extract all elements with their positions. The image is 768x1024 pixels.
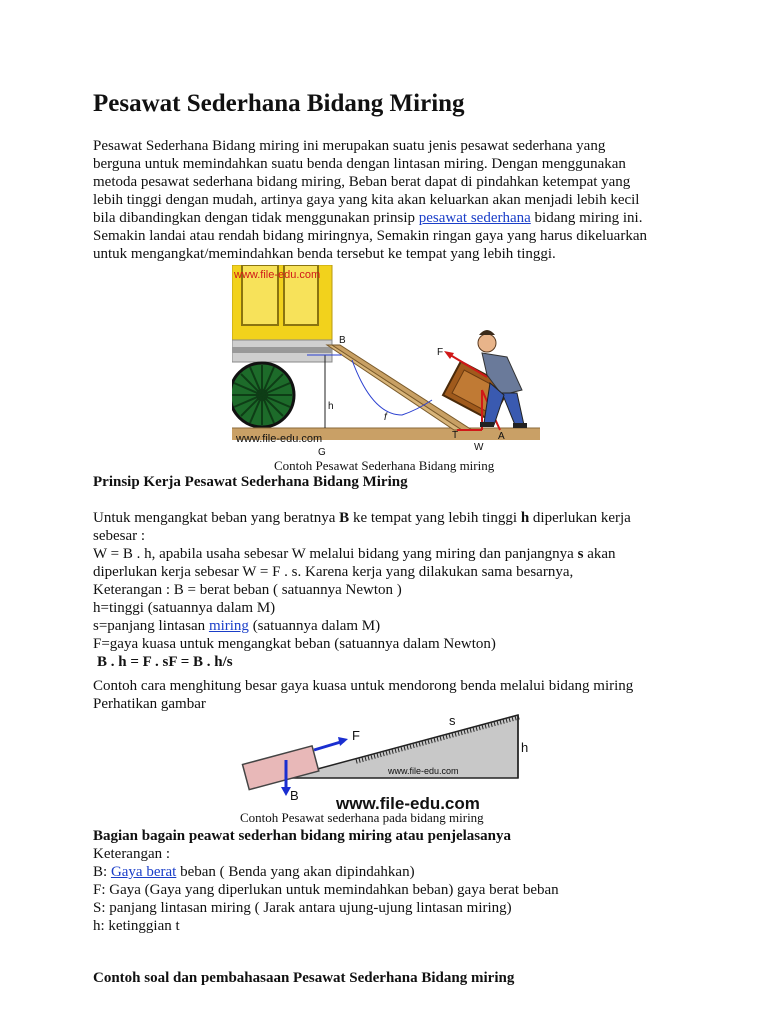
watermark-bottom: www.file-edu.com [236,433,323,445]
intro-line: untuk mengangkat/memindahkan benda tersebut ke tempat yang lebih tinggi. [93,246,556,262]
label-B: B [290,788,299,803]
intro-line [93,209,642,227]
intro-line: Pesawat Sederhana Bidang miring ini merupakan suatu jenis pesawat sederhana yang [93,138,606,154]
label-h: h [328,401,334,412]
section1-line: sebesar : [93,528,146,544]
section2-line: Keterangan : [93,846,171,862]
section1-line [93,617,380,635]
intro-line: berguna untuk memindahkan suatu benda dengan lintasan miring. Dengan menggunakan [93,156,626,172]
section2-line: S: panjang lintasan miring ( Jarak antara ujung-ujung lintasan miring) [93,900,512,916]
section2-line: h: ketinggian t [93,918,180,934]
label-G: G [318,447,326,458]
section2-line: F: Gaya (Gaya yang diperlukan untuk memindahkan beban) gaya berat beban [93,882,559,898]
figure1-caption: Contoh Pesawat Sederhana Bidang miring [274,458,495,473]
intro-text: bila dibandingkan dengan tidak menggunakan prinsip [93,210,419,226]
intro-line: lebih tinggi dengan mudah, artinya gaya yang kita akan keluarkan akan menjadi lebih kecil [93,192,640,208]
text: diperlukan kerja [529,510,631,526]
text: W = B . h, apabila usaha sebesar W melalui bidang yang miring dan panjangnya [93,546,578,562]
section2-line [93,863,415,881]
figure-ramp-illustration [232,265,540,458]
text: B: [93,864,111,880]
intro-line: Semakin landai atau rendah bidang miringnya, Semakin ringan gaya yang harus dikeluarkan [93,228,647,244]
section1-line [93,509,631,527]
label-F: F [352,728,360,743]
page-title: Pesawat Sederhana Bidang Miring [93,90,465,117]
label-W: W [474,442,484,453]
label-s: s [449,713,456,728]
watermark-small: www.file-edu.com [388,766,459,776]
label-f: f [384,412,387,423]
text-bold: B [339,510,350,526]
section1-heading: Prinsip Kerja Pesawat Sederhana Bidang Miring [93,474,408,490]
label-A: A [498,431,505,442]
section3-heading: Contoh soal dan pembahasaan Pesawat Sederhana Bidang miring [93,970,515,986]
text: ke tempat yang lebih tinggi [349,510,521,526]
intro-line: metoda pesawat sederhana bidang miring, Beban berat dapat di pindahkan ketempat yang [93,174,631,190]
section1-line: diperlukan kerja sebesar W = F . s. Karena kerja yang dilakukan sama besarnya, [93,564,574,580]
incline-diagram [236,712,536,812]
intro-text: bidang miring ini. [530,210,643,226]
text: s=panjang lintasan [93,618,209,634]
section1-line: F=gaya kuasa untuk mengangkat beban (satuannya dalam Newton) [93,636,496,652]
link-gaya-berat[interactable]: Gaya berat [110,864,177,880]
section1-line: Perhatikan gambar [93,696,206,712]
text: (satuannya dalam M) [248,618,381,634]
label-T: T [452,430,459,441]
section2-heading: Bagian bagain peawat sederhan bidang miring atau penjelasanya [93,828,511,844]
section1-line: Contoh cara menghitung besar gaya kuasa untuk mendorong benda melalui bidang miring [93,678,634,694]
label-F: F [437,347,444,358]
text-bold: h [520,510,530,526]
text-bold: s [577,546,584,562]
link-pesawat-sederhana[interactable]: pesawat sederhana [418,210,531,226]
label-h: h [521,740,529,755]
text: Untuk mengangkat beban yang beratnya [93,510,340,526]
formula: B . h = F . sF = B . h/s [97,654,233,670]
section1-line: h=tinggi (satuannya dalam M) [93,600,276,616]
link-miring[interactable]: miring [208,618,249,634]
text: akan [583,546,616,562]
figure-incline-diagram [236,712,536,812]
ramp-illustration [232,265,540,458]
watermark-big: www.file-edu.com [336,794,480,812]
label-B: B [339,335,346,346]
section1-line: Keterangan : B = berat beban ( satuannya Newton ) [93,582,402,598]
watermark-top: www.file-edu.com [234,269,321,281]
section1-line [93,545,616,563]
text: beban ( Benda yang akan dipindahkan) [176,864,415,880]
figure2-caption: Contoh Pesawat sederhana pada bidang miring [240,810,484,825]
